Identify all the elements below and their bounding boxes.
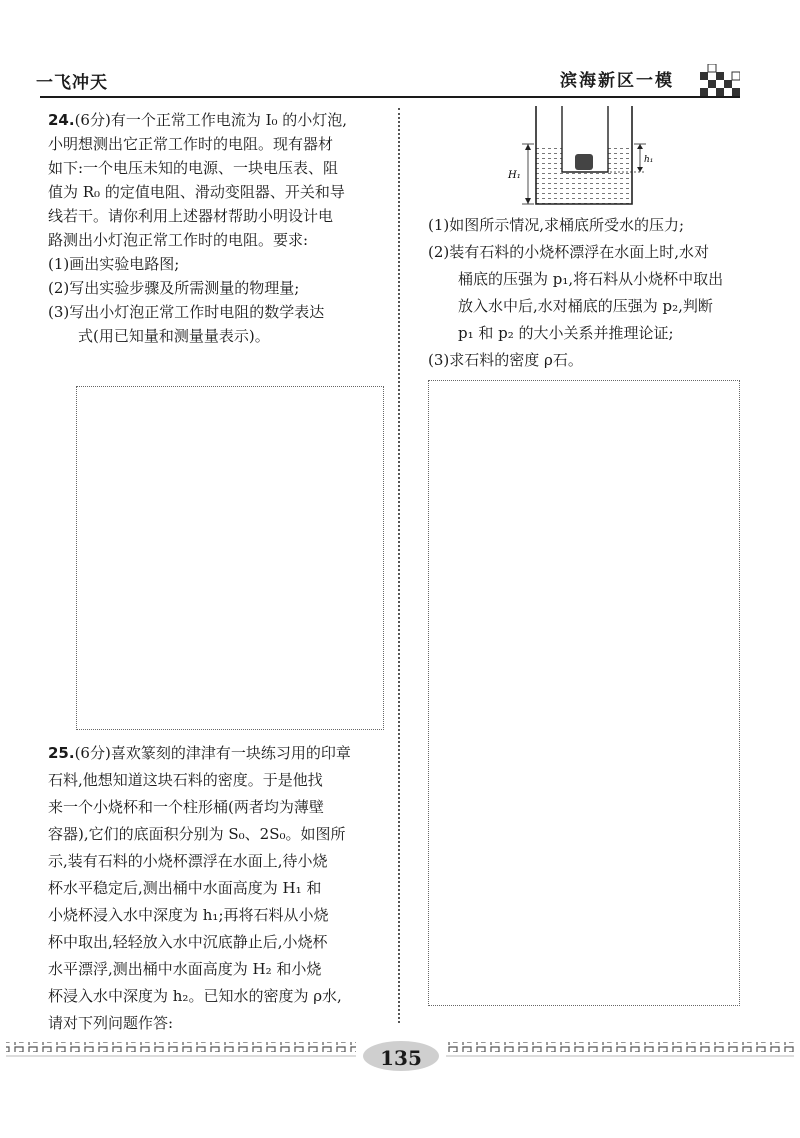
q25-sub-2-cont: p₁ 和 p₂ 的大小关系并推理论证; <box>458 324 674 342</box>
h1-label: h₁ <box>644 155 654 165</box>
q24-line: 小明想测出它正常工作时的电阻。现有器材 <box>48 135 334 153</box>
q24-sub-1: (1)画出实验电路图; <box>48 255 180 273</box>
stone <box>575 154 593 170</box>
q24-text: (6分)有一个正常工作电流为 I₀ 的小灯泡, <box>74 111 348 129</box>
q24-sub-3-cont: 式(用已知量和测量量表示)。 <box>78 327 270 345</box>
q25-line: 来一个小烧杯和一个柱形桶(两者均为薄壁 <box>48 798 324 816</box>
q25-sub-2: (2)装有石料的小烧杯漂浮在水面上时,水对 <box>428 243 710 261</box>
q25-sub-3: (3)求石料的密度 ρ石。 <box>428 351 583 369</box>
q25-line: 小烧杯浸入水中深度为 h₁;再将石料从小烧 <box>48 906 329 924</box>
q25-line: 示,装有石料的小烧杯漂浮在水面上,待小烧 <box>48 852 328 870</box>
q25-sub-2-cont: 桶底的压强为 p₁,将石料从小烧杯中取出 <box>458 270 724 288</box>
bucket-beaker-figure <box>500 106 660 210</box>
answer-box-q24[interactable] <box>76 386 384 730</box>
answer-box-q25[interactable] <box>428 380 740 1006</box>
H1-label: H₁ <box>508 170 521 181</box>
q24-line <box>48 108 390 132</box>
question-25 <box>48 740 390 1037</box>
column-divider <box>398 108 400 1023</box>
q24-sub-2: (2)写出实验步骤及所需测量的物理量; <box>48 279 300 297</box>
q25-number: 25. <box>48 744 75 762</box>
q25-line: 杯中取出,轻轻放入水中沉底静止后,小烧杯 <box>48 933 328 951</box>
q25-line: 水平漂浮,测出桶中水面高度为 H₂ 和小烧 <box>48 960 322 978</box>
q25-line: 容器),它们的底面积分别为 S₀、2S₀。如图所 <box>48 825 346 843</box>
question-24 <box>48 108 390 348</box>
q25-line: 杯水平稳定后,测出桶中水面高度为 H₁ 和 <box>48 879 322 897</box>
q24-number: 24. <box>48 111 75 129</box>
page-number: 135 <box>380 1046 422 1070</box>
q25-sub-2-cont: 放入水中后,水对桶底的压强为 p₂,判断 <box>458 297 713 315</box>
q25-line: 杯浸入水中深度为 h₂。已知水的密度为 ρ水, <box>48 987 342 1005</box>
header-brand: 一飞冲天 <box>36 73 108 93</box>
q25-text: (6分)喜欢篆刻的津津有一块练习用的印章 <box>74 744 351 762</box>
q25-line: 石料,他想知道这块石料的密度。于是他找 <box>48 771 323 789</box>
q24-line: 路测出小灯泡正常工作时的电阻。要求: <box>48 231 309 249</box>
q24-line: 值为 R₀ 的定值电阻、滑动变阻器、开关和导 <box>48 183 345 201</box>
checker-decoration-icon <box>700 64 740 96</box>
q24-line: 如下:一个电压未知的电源、一块电压表、阻 <box>48 159 339 177</box>
header-rule <box>40 96 740 98</box>
q25-subquestions <box>428 212 748 374</box>
q24-line: 线若干。请你利用上述器材帮助小明设计电 <box>48 207 334 225</box>
q25-line <box>48 740 390 767</box>
header-exam-title: 滨海新区一模 <box>560 71 674 91</box>
q25-line: 请对下列问题作答: <box>48 1014 174 1032</box>
q24-sub-3: (3)写出小灯泡正常工作时电阻的数学表达 <box>48 303 325 321</box>
q25-sub-1: (1)如图所示情况,求桶底所受水的压力; <box>428 216 685 234</box>
